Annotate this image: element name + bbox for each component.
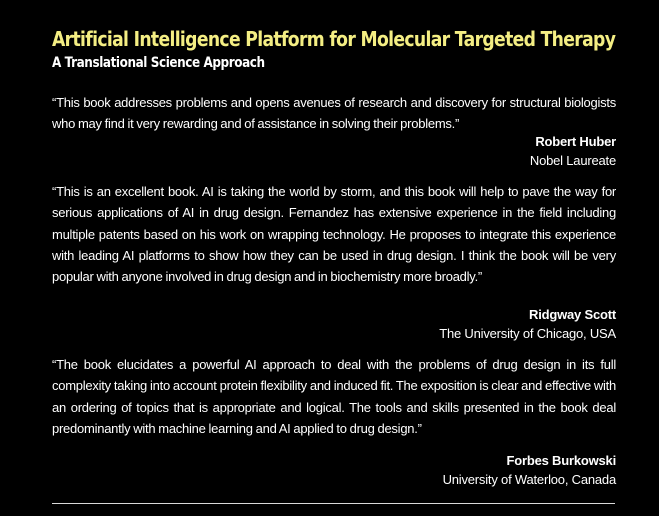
- endorser-affiliation: Nobel Laureate: [529, 153, 616, 168]
- endorsement-quote-2: “This is an excellent book. AI is taking the world by storm, and this book will help to pave the way for serious applications of AI in drug design. Fernandez has extensive experience in the field including multiple patents based on his work on wrapping technology. He proposes to integrate this experience with leading AI platforms to show how they can be used in drug design. I think the book will be very popular with anyone involved in drug design and in biochemistry more broadly.”: [52, 184, 616, 285]
- endorser-name: Robert Huber: [535, 134, 616, 149]
- endorser-name: Forbes Burkowski: [506, 453, 616, 468]
- endorsement-attribution-2: [439, 305, 616, 343]
- endorser-name: Ridgway Scott: [529, 307, 616, 322]
- bottom-divider: [52, 503, 615, 504]
- endorser-affiliation: The University of Chicago, USA: [439, 326, 616, 341]
- endorsement-attribution-1: [530, 132, 616, 170]
- endorser-affiliation: University of Waterloo, Canada: [442, 472, 616, 487]
- endorsement-quote-3: “The book elucidates a powerful AI approach to deal with the problems of drug design in its full complexity taking into account protein flexibility and induced fit. The exposition is clear and effective with an ordering of topics that is appropriate and logical. The tools and skills presented in the book deal predominantly with machine learning and AI applied to drug design.”: [52, 357, 616, 436]
- book-title: Artificial Intelligence Platform for Molecular Targeted Therapy: [52, 27, 616, 51]
- endorsement-quote-1: “This book addresses problems and opens avenues of research and discovery for structural biologists who may find it very rewarding and of assistance in solving their problems.”: [52, 95, 616, 132]
- endorsement-attribution-3: [443, 451, 616, 489]
- book-subtitle: A Translational Science Approach: [52, 55, 265, 71]
